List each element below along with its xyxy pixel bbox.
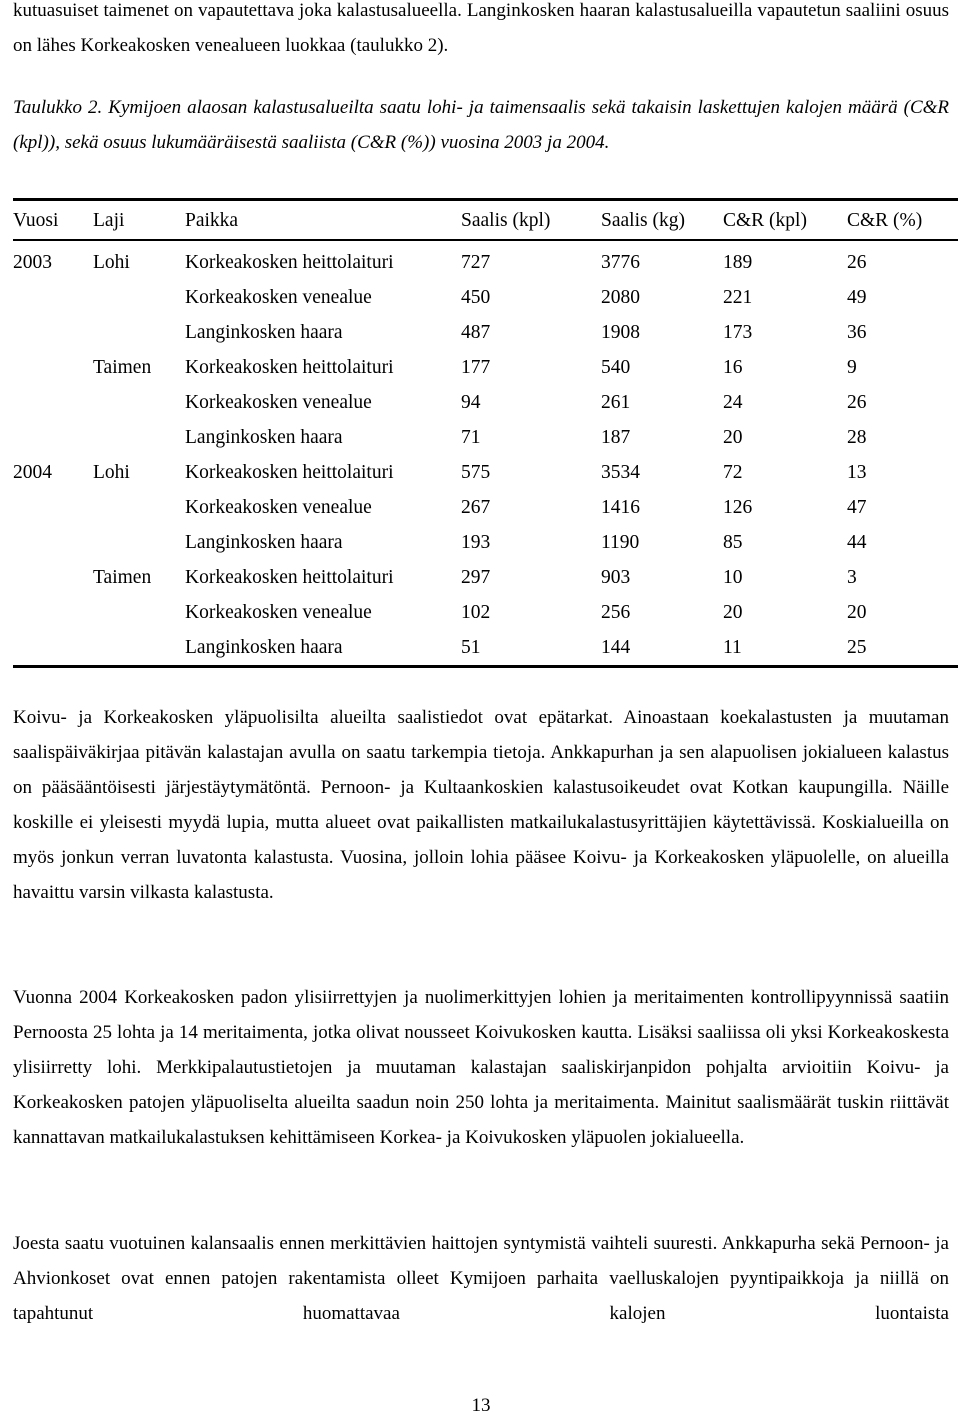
table-row bbox=[13, 420, 958, 455]
cell-saalis-kpl: 297 bbox=[461, 567, 491, 588]
paragraph-kontrollipyynti: Vuonna 2004 Korkeakosken padon ylisiirrettyjen ja nuolimerkittyjen lohien ja meritaimenten kontrollipyynnissä saatiin Pernoosta 25 lohta ja 14 meritaimenta, jotka olivat nousseet Koivukosken kautta. Lisäksi saaliissa oli yksi Korkeakoskesta ylisiirretty lohi. Merkkipalautustietojen ja muutaman kalastajan saaliskirjanpidon pohjalta arvioitiin Koivu- ja Korkeakosken patojen yläpuoliselta alueilta saadun noin 250 lohta ja meritaimenta. Mainitut saalismäärät tuskin riittävät kannattavan matkailukalastuksen kehittämiseen Korkea- ja Koivukosken yläpuolen jokialueella. bbox=[13, 987, 949, 1148]
table-row bbox=[13, 560, 958, 595]
cell-laji: Taimen bbox=[93, 357, 152, 378]
cell-laji: Lohi bbox=[93, 252, 130, 273]
cell-cr-pct: 26 bbox=[847, 252, 867, 273]
cell-cr-kpl: 20 bbox=[723, 602, 743, 623]
table-row bbox=[13, 455, 958, 490]
table-row bbox=[13, 280, 958, 315]
cell-paikka: Langinkosken haara bbox=[185, 322, 343, 343]
cell-cr-pct: 36 bbox=[847, 322, 867, 343]
cell-saalis-kg: 1190 bbox=[601, 532, 640, 553]
cell-paikka: Korkeakosken heittolaituri bbox=[185, 357, 394, 378]
cell-laji: Taimen bbox=[93, 567, 152, 588]
cell-paikka: Langinkosken haara bbox=[185, 637, 343, 658]
cell-saalis-kpl: 193 bbox=[461, 532, 491, 553]
cell-cr-pct: 13 bbox=[847, 462, 867, 483]
cell-cr-kpl: 189 bbox=[723, 252, 753, 273]
header-vuosi: Vuosi bbox=[13, 209, 59, 231]
table-row bbox=[13, 240, 958, 280]
cell-paikka: Korkeakosken heittolaituri bbox=[185, 252, 394, 273]
cell-laji bbox=[93, 315, 185, 350]
cell-laji bbox=[93, 630, 185, 667]
table-row bbox=[13, 630, 958, 667]
table-row bbox=[13, 385, 958, 420]
cell-saalis-kg: 144 bbox=[601, 637, 631, 658]
cell-laji bbox=[93, 525, 185, 560]
cell-saalis-kpl: 487 bbox=[461, 322, 491, 343]
cell-cr-kpl: 72 bbox=[723, 462, 743, 483]
cell-saalis-kpl: 450 bbox=[461, 287, 491, 308]
cell-cr-pct: 47 bbox=[847, 497, 867, 518]
top-paragraph: kutuasuiset taimenet on vapautettava joka kalastusalueella. Langinkosken haaran kalastusalueilla vapautetun saaliini osuus on lähes Korkeakosken venealueen luokkaa (taulukko 2). bbox=[13, 0, 949, 56]
cell-saalis-kg: 1416 bbox=[601, 497, 640, 518]
cell-cr-kpl: 126 bbox=[723, 497, 753, 518]
cell-cr-pct: 26 bbox=[847, 392, 867, 413]
cell-cr-pct: 20 bbox=[847, 602, 867, 623]
cell-cr-pct: 9 bbox=[847, 357, 857, 378]
header-saalis-kg: Saalis (kg) bbox=[601, 209, 685, 231]
cell-cr-pct: 44 bbox=[847, 532, 867, 553]
cell-paikka: Korkeakosken heittolaituri bbox=[185, 567, 394, 588]
header-saalis-kpl: Saalis (kpl) bbox=[461, 209, 551, 231]
cell-cr-kpl: 221 bbox=[723, 287, 753, 308]
cell-laji bbox=[93, 385, 185, 420]
table-row bbox=[13, 595, 958, 630]
cell-paikka: Langinkosken haara bbox=[185, 532, 343, 553]
page-number: 13 bbox=[471, 1395, 491, 1416]
cell-vuosi bbox=[13, 630, 93, 667]
caption-label: Taulukko 2. bbox=[13, 97, 103, 118]
cell-cr-kpl: 11 bbox=[723, 637, 742, 658]
cell-paikka: Korkeakosken venealue bbox=[185, 602, 372, 623]
cell-cr-kpl: 20 bbox=[723, 427, 743, 448]
table-row bbox=[13, 315, 958, 350]
paragraph-saalistiedot: Koivu- ja Korkeakosken yläpuolisilta alueilta saalistiedot ovat epätarkat. Ainoastaan koekalastusten ja muutaman saalispäiväkirjaa pitävän kalastajan avulla on saatu tarkempia tietoja. Ankkapurhan ja sen alapuolisen jokialueen kalastus on pääsääntöisesti järjestäytymätöntä. Pernoon- ja Kultaankoskien kalastusoikeudet ovat Kotkan kaupungilla. Näille koskille ei yleisesti myydä lupia, mutta alueet ovat paikallisten matkailukalastusyrittäjien käytettävissä. Koskialueilla on myös jonkun verran luvatonta kalastusta. Vuosina, jolloin lohia pääsee Koivu- ja Korkeakosken yläpuolelle, on alueilla havaittu varsin vilkasta kalastusta. bbox=[13, 707, 949, 903]
cell-saalis-kpl: 727 bbox=[461, 252, 491, 273]
cell-paikka: Korkeakosken venealue bbox=[185, 392, 372, 413]
cell-saalis-kg: 2080 bbox=[601, 287, 640, 308]
cell-cr-kpl: 24 bbox=[723, 392, 743, 413]
cell-saalis-kpl: 267 bbox=[461, 497, 491, 518]
cell-saalis-kpl: 575 bbox=[461, 462, 491, 483]
cell-laji: Lohi bbox=[93, 462, 130, 483]
header-cr-pct: C&R (%) bbox=[847, 209, 923, 231]
cell-paikka: Langinkosken haara bbox=[185, 427, 343, 448]
catch-table bbox=[13, 198, 958, 668]
table-caption bbox=[13, 90, 949, 160]
cell-paikka: Korkeakosken venealue bbox=[185, 497, 372, 518]
catch-table-container bbox=[13, 198, 958, 668]
table-row bbox=[13, 350, 958, 385]
table-row bbox=[13, 490, 958, 525]
cell-cr-kpl: 10 bbox=[723, 567, 743, 588]
cell-saalis-kpl: 94 bbox=[461, 392, 481, 413]
cell-saalis-kg: 3776 bbox=[601, 252, 640, 273]
cell-vuosi: 2003 bbox=[13, 252, 52, 273]
cell-saalis-kpl: 177 bbox=[461, 357, 491, 378]
cell-vuosi bbox=[13, 315, 93, 350]
cell-vuosi bbox=[13, 560, 93, 595]
cell-saalis-kg: 1908 bbox=[601, 322, 640, 343]
cell-saalis-kg: 3534 bbox=[601, 462, 640, 483]
cell-cr-pct: 49 bbox=[847, 287, 867, 308]
cell-saalis-kg: 903 bbox=[601, 567, 631, 588]
cell-laji bbox=[93, 490, 185, 525]
cell-cr-kpl: 173 bbox=[723, 322, 753, 343]
cell-vuosi bbox=[13, 525, 93, 560]
cell-vuosi bbox=[13, 420, 93, 455]
cell-vuosi bbox=[13, 385, 93, 420]
cell-vuosi bbox=[13, 595, 93, 630]
header-laji: Laji bbox=[93, 209, 125, 231]
cell-cr-kpl: 85 bbox=[723, 532, 743, 553]
cell-vuosi: 2004 bbox=[13, 462, 52, 483]
paragraph-vuotuinen-saalis: Joesta saatu vuotuinen kalansaalis ennen merkittävien haittojen syntymistä vaihteli suuresti. Ankkapurha sekä Pernoon- ja Ahvionkoset ovat ennen patojen rakentamista olleet Kymijoen parhaita vaelluskalojen pyyntipaikkoja ja niillä on tapahtunut huomattavaa kalojen luontaista bbox=[13, 1233, 949, 1324]
header-cr-kpl: C&R (kpl) bbox=[723, 209, 807, 231]
header-paikka: Paikka bbox=[185, 209, 239, 231]
cell-paikka: Korkeakosken heittolaituri bbox=[185, 462, 394, 483]
cell-vuosi bbox=[13, 490, 93, 525]
table-header-row bbox=[13, 200, 958, 241]
cell-vuosi bbox=[13, 350, 93, 385]
cell-cr-kpl: 16 bbox=[723, 357, 743, 378]
cell-cr-pct: 3 bbox=[847, 567, 857, 588]
cell-laji bbox=[93, 280, 185, 315]
cell-saalis-kg: 256 bbox=[601, 602, 631, 623]
cell-laji bbox=[93, 595, 185, 630]
cell-vuosi bbox=[13, 280, 93, 315]
caption-text: Kymijoen alaosan kalastusalueilta saatu lohi- ja taimensaalis sekä takaisin laskettujen kalojen määrä (C&R (kpl)), sekä osuus lukumääräisestä saaliista (C&R (%)) vuosina 2003 ja 2004. bbox=[13, 97, 949, 153]
cell-saalis-kg: 261 bbox=[601, 392, 631, 413]
cell-paikka: Korkeakosken venealue bbox=[185, 287, 372, 308]
table-body bbox=[13, 240, 958, 667]
cell-cr-pct: 25 bbox=[847, 637, 867, 658]
cell-saalis-kpl: 71 bbox=[461, 427, 481, 448]
cell-saalis-kg: 187 bbox=[601, 427, 631, 448]
cell-saalis-kpl: 102 bbox=[461, 602, 491, 623]
cell-laji bbox=[93, 420, 185, 455]
cell-saalis-kpl: 51 bbox=[461, 637, 481, 658]
cell-cr-pct: 28 bbox=[847, 427, 867, 448]
cell-saalis-kg: 540 bbox=[601, 357, 631, 378]
table-row bbox=[13, 525, 958, 560]
